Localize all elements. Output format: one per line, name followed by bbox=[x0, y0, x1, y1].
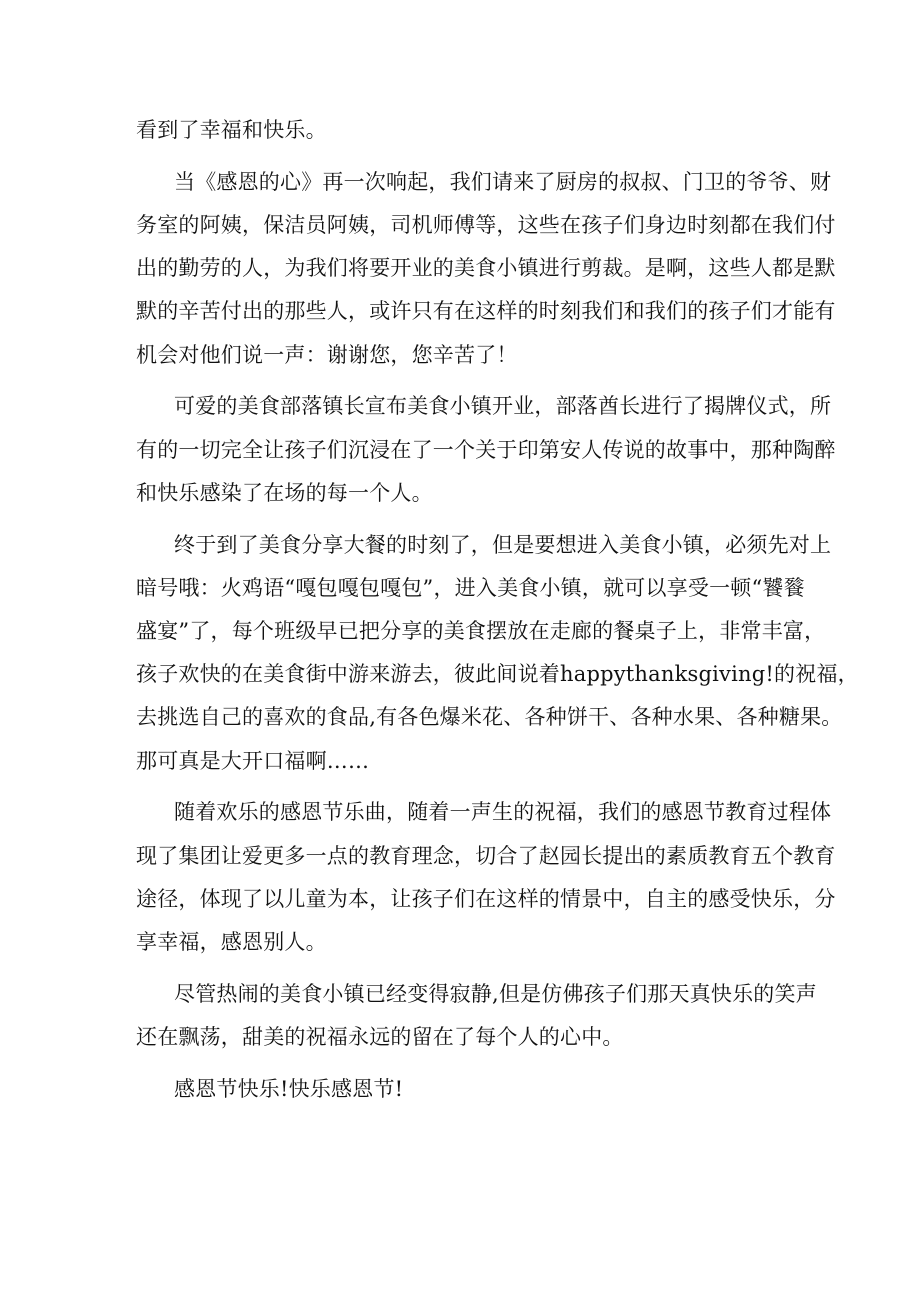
text-line: 务室的阿姨，保洁员阿姨，司机师傅等，这些在孩子们身边时刻都在我们付 bbox=[136, 213, 836, 237]
paragraph-7 bbox=[136, 1068, 800, 1111]
text-line: 出的勤劳的人，为我们将要开业的美食小镇进行剪裁。是啊，这些人都是默 bbox=[136, 256, 836, 281]
text-line: 和快乐感染了在场的每一个人。 bbox=[136, 480, 433, 505]
text-line: 看到了幸福和快乐。 bbox=[136, 118, 327, 142]
paragraph-1 bbox=[136, 109, 800, 152]
paragraph-2 bbox=[136, 161, 836, 377]
text-line: 可爱的美食部落镇长宣布美食小镇开业，部落酋长进行了揭牌仪式，所 bbox=[174, 394, 832, 419]
paragraph-5 bbox=[136, 791, 836, 964]
text-line: 当《感恩的心》再一次响起，我们请来了厨房的叔叔、门卫的爷爷、财 bbox=[174, 169, 832, 194]
text-line: 现了集团让爱更多一点的教育理念，切合了赵园长提出的素质教育五个教育 bbox=[136, 843, 836, 868]
paragraph-6 bbox=[136, 973, 817, 1059]
text-line: 途径，体现了以儿童为本，让孩子们在这样的情景中，自主的感受快乐，分 bbox=[136, 886, 836, 911]
text-line: 随着欢乐的感恩节乐曲，随着一声生的祝福，我们的感恩节教育过程体 bbox=[174, 800, 832, 825]
text-line: 机会对他们说一声：谢谢您，您辛苦了！ bbox=[136, 342, 518, 367]
text-line: 暗号哦：火鸡语“嘎包嘎包嘎包”，进入美食小镇，就可以享受一顿“饕餮 bbox=[136, 575, 805, 600]
text-line: 默的辛苦付出的那些人，或许只有在这样的时刻我们和我们的孩子们才能有 bbox=[136, 299, 836, 324]
text-line: 去挑选自己的喜欢的食品,有各色爆米花、各种饼干、各种水果、各种糖果。 bbox=[136, 705, 843, 730]
text-line: 终于到了美食分享大餐的时刻了，但是要想进入美食小镇，必须先对上 bbox=[174, 532, 832, 557]
text-line: 享幸福，感恩别人。 bbox=[136, 930, 327, 955]
text-line: 那可真是大开口福啊…… bbox=[136, 748, 370, 773]
text-line: 孩子欢快的在美食街中游来游去，彼此间说着happythanksgiving!的祝福， bbox=[136, 662, 859, 687]
text-line: 盛宴”了，每个班级早已把分享的美食摆放在走廊的餐桌子上，非常丰富， bbox=[136, 619, 826, 644]
text-line: 还在飘荡，甜美的祝福永远的留在了每个人的心中。 bbox=[136, 1025, 624, 1050]
text-line: 尽管热闹的美食小镇已经变得寂静,但是仿佛孩子们那天真快乐的笑声 bbox=[174, 981, 817, 1006]
text-line: 感恩节快乐!快乐感恩节! bbox=[174, 1076, 404, 1101]
article-body bbox=[136, 109, 859, 1120]
paragraph-3 bbox=[136, 385, 836, 515]
text-line: 有的一切完全让孩子们沉浸在了一个关于印第安人传说的故事中，那种陶醉 bbox=[136, 437, 836, 462]
paragraph-4 bbox=[136, 524, 859, 783]
